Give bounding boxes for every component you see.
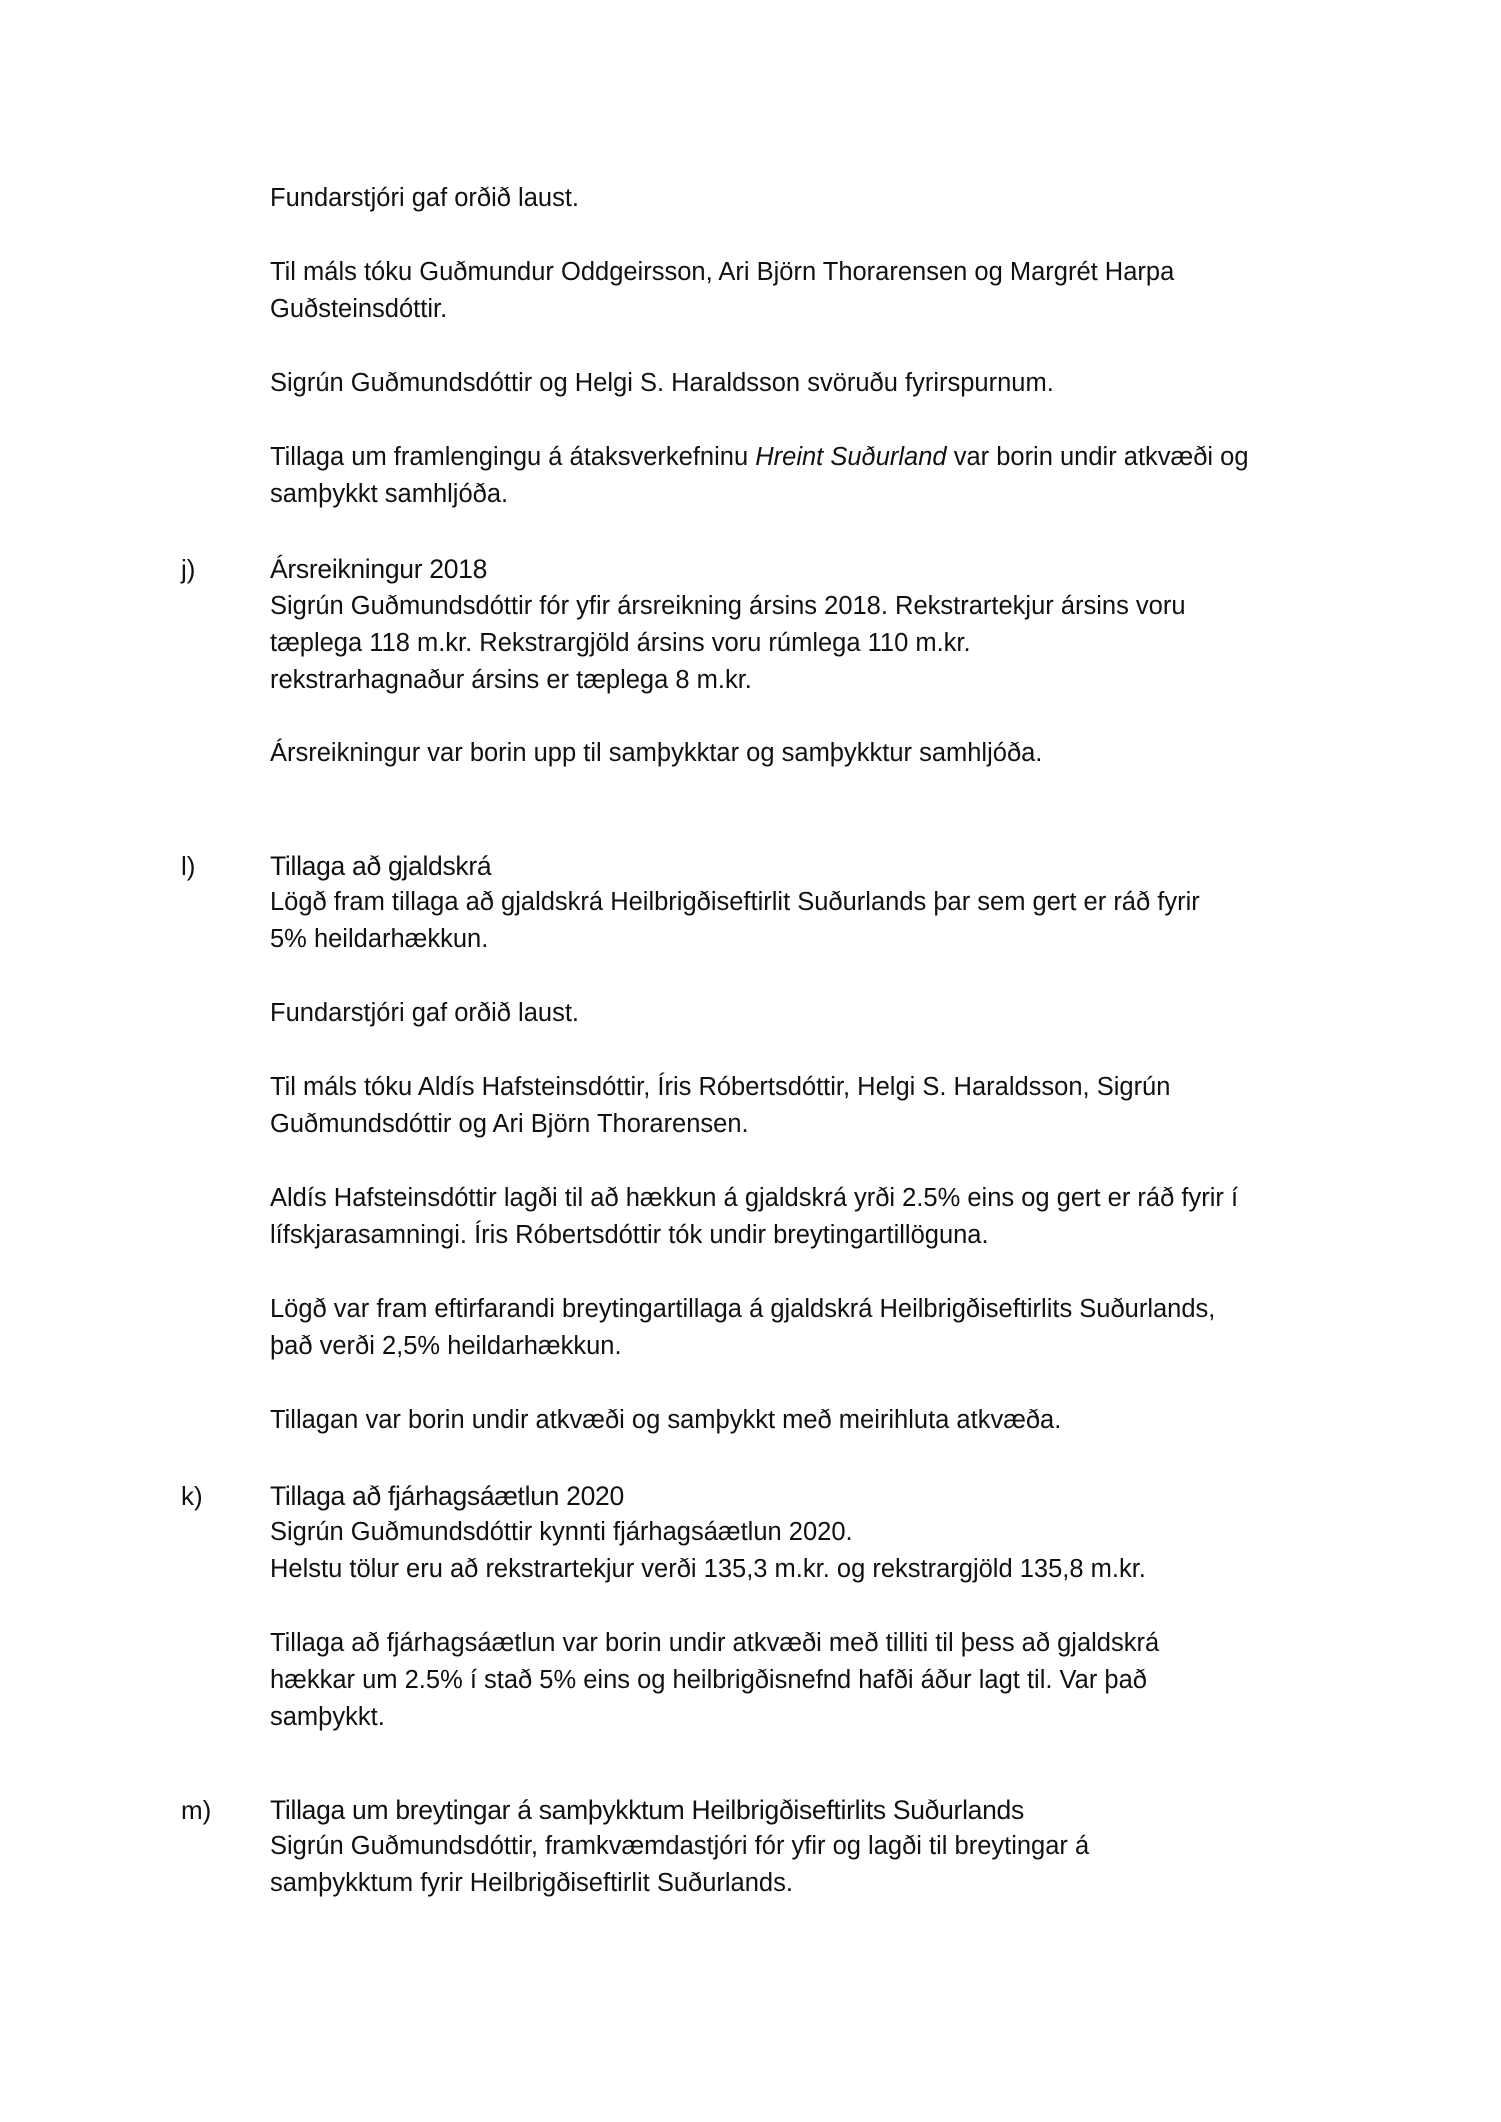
section-title-gjaldskra: Tillaga að gjaldskrá xyxy=(270,851,492,881)
section-label-l: l) xyxy=(181,851,196,881)
section-title-breytingar-samthykktum: Tillaga um breytingar á samþykktum Heilbrigðiseftirlits Suðurlands xyxy=(270,1795,1024,1825)
section-j-paragraph-1: Sigrún Guðmundsdóttir fór yfir ársreikning ársins 2018. Rekstrartekjur ársins voru tæplega 118 m.kr. Rekstrargjöld ársins voru rúmlega 110 m.kr. rekstrarhagnaður ársins er tæplega 8 m.kr. xyxy=(270,592,1186,694)
section-k-paragraph-2: Tillaga að fjárhagsáætlun var borin undir atkvæði með tilliti til þess að gjaldskrá hækkar um 2.5% í stað 5% eins og heilbrigðisnefnd hafði áður lagt til. Var það samþykkt. xyxy=(270,1629,1160,1731)
intro-paragraph-3: Sigrún Guðmundsdóttir og Helgi S. Haraldsson svöruðu fyrirspurnum. xyxy=(270,369,1054,397)
intro-paragraph-4-text-a: Tillaga um framlengingu á átaksverkefninu xyxy=(270,443,756,471)
section-j-paragraph-2: Ársreikningur var borin upp til samþykktar og samþykktur samhljóða. xyxy=(270,739,1043,767)
section-l-paragraph-5: Lögð var fram eftirfarandi breytingartillaga á gjaldskrá Heilbrigðiseftirlits Suðurlands, það verði 2,5% heildarhækkun. xyxy=(270,1295,1216,1360)
intro-paragraph-4-text-b: var borin undir atkvæði og samþykkt samhljóða. xyxy=(270,443,1249,508)
section-label-m: m) xyxy=(181,1795,212,1825)
section-m-paragraph-1: Sigrún Guðmundsdóttir, framkvæmdastjóri fór yfir og lagði til breytingar á samþykktum fyrir Heilbrigðiseftirlit Suðurlands. xyxy=(270,1832,1090,1897)
section-label-k: k) xyxy=(181,1481,203,1511)
section-k-paragraph-1: Sigrún Guðmundsdóttir kynnti fjárhagsáætlun 2020. Helstu tölur eru að rekstrartekjur verði 135,3 m.kr. og rekstrargjöld 135,8 m.kr. xyxy=(270,1518,1146,1583)
section-l-paragraph-2: Fundarstjóri gaf orðið laust. xyxy=(270,999,579,1027)
section-l-paragraph-1: Lögð fram tillaga að gjaldskrá Heilbrigðiseftirlit Suðurlands þar sem gert er ráð fyrir 5% heildarhækkun. xyxy=(270,888,1200,953)
section-title-arsreikningur: Ársreikningur 2018 xyxy=(270,554,488,584)
intro-paragraph-2: Til máls tóku Guðmundur Oddgeirsson, Ari Björn Thorarensen og Margrét Harpa Guðsteinsdóttir. xyxy=(270,258,1175,323)
intro-paragraph-4-italic: Hreint Suðurland xyxy=(755,443,947,471)
intro-paragraph-1: Fundarstjóri gaf orðið laust. xyxy=(270,184,579,212)
intro-paragraph-4 xyxy=(270,439,1350,513)
section-l-paragraph-4: Aldís Hafsteinsdóttir lagði til að hækkun á gjaldskrá yrði 2.5% eins og gert er ráð fyrir í lífskjarasamningi. Íris Róbertsdóttir tók undir breytingartillöguna. xyxy=(270,1184,1239,1249)
section-l-paragraph-6: Tillagan var borin undir atkvæði og samþykkt með meirihluta atkvæða. xyxy=(270,1406,1062,1434)
section-title-fjarhagsaaetlun: Tillaga að fjárhagsáætlun 2020 xyxy=(270,1481,624,1511)
section-label-j: j) xyxy=(181,554,196,584)
section-l-paragraph-3: Til máls tóku Aldís Hafsteinsdóttir, Íris Róbertsdóttir, Helgi S. Haraldsson, Sigrún Guðmundsdóttir og Ari Björn Thorarensen. xyxy=(270,1073,1171,1138)
